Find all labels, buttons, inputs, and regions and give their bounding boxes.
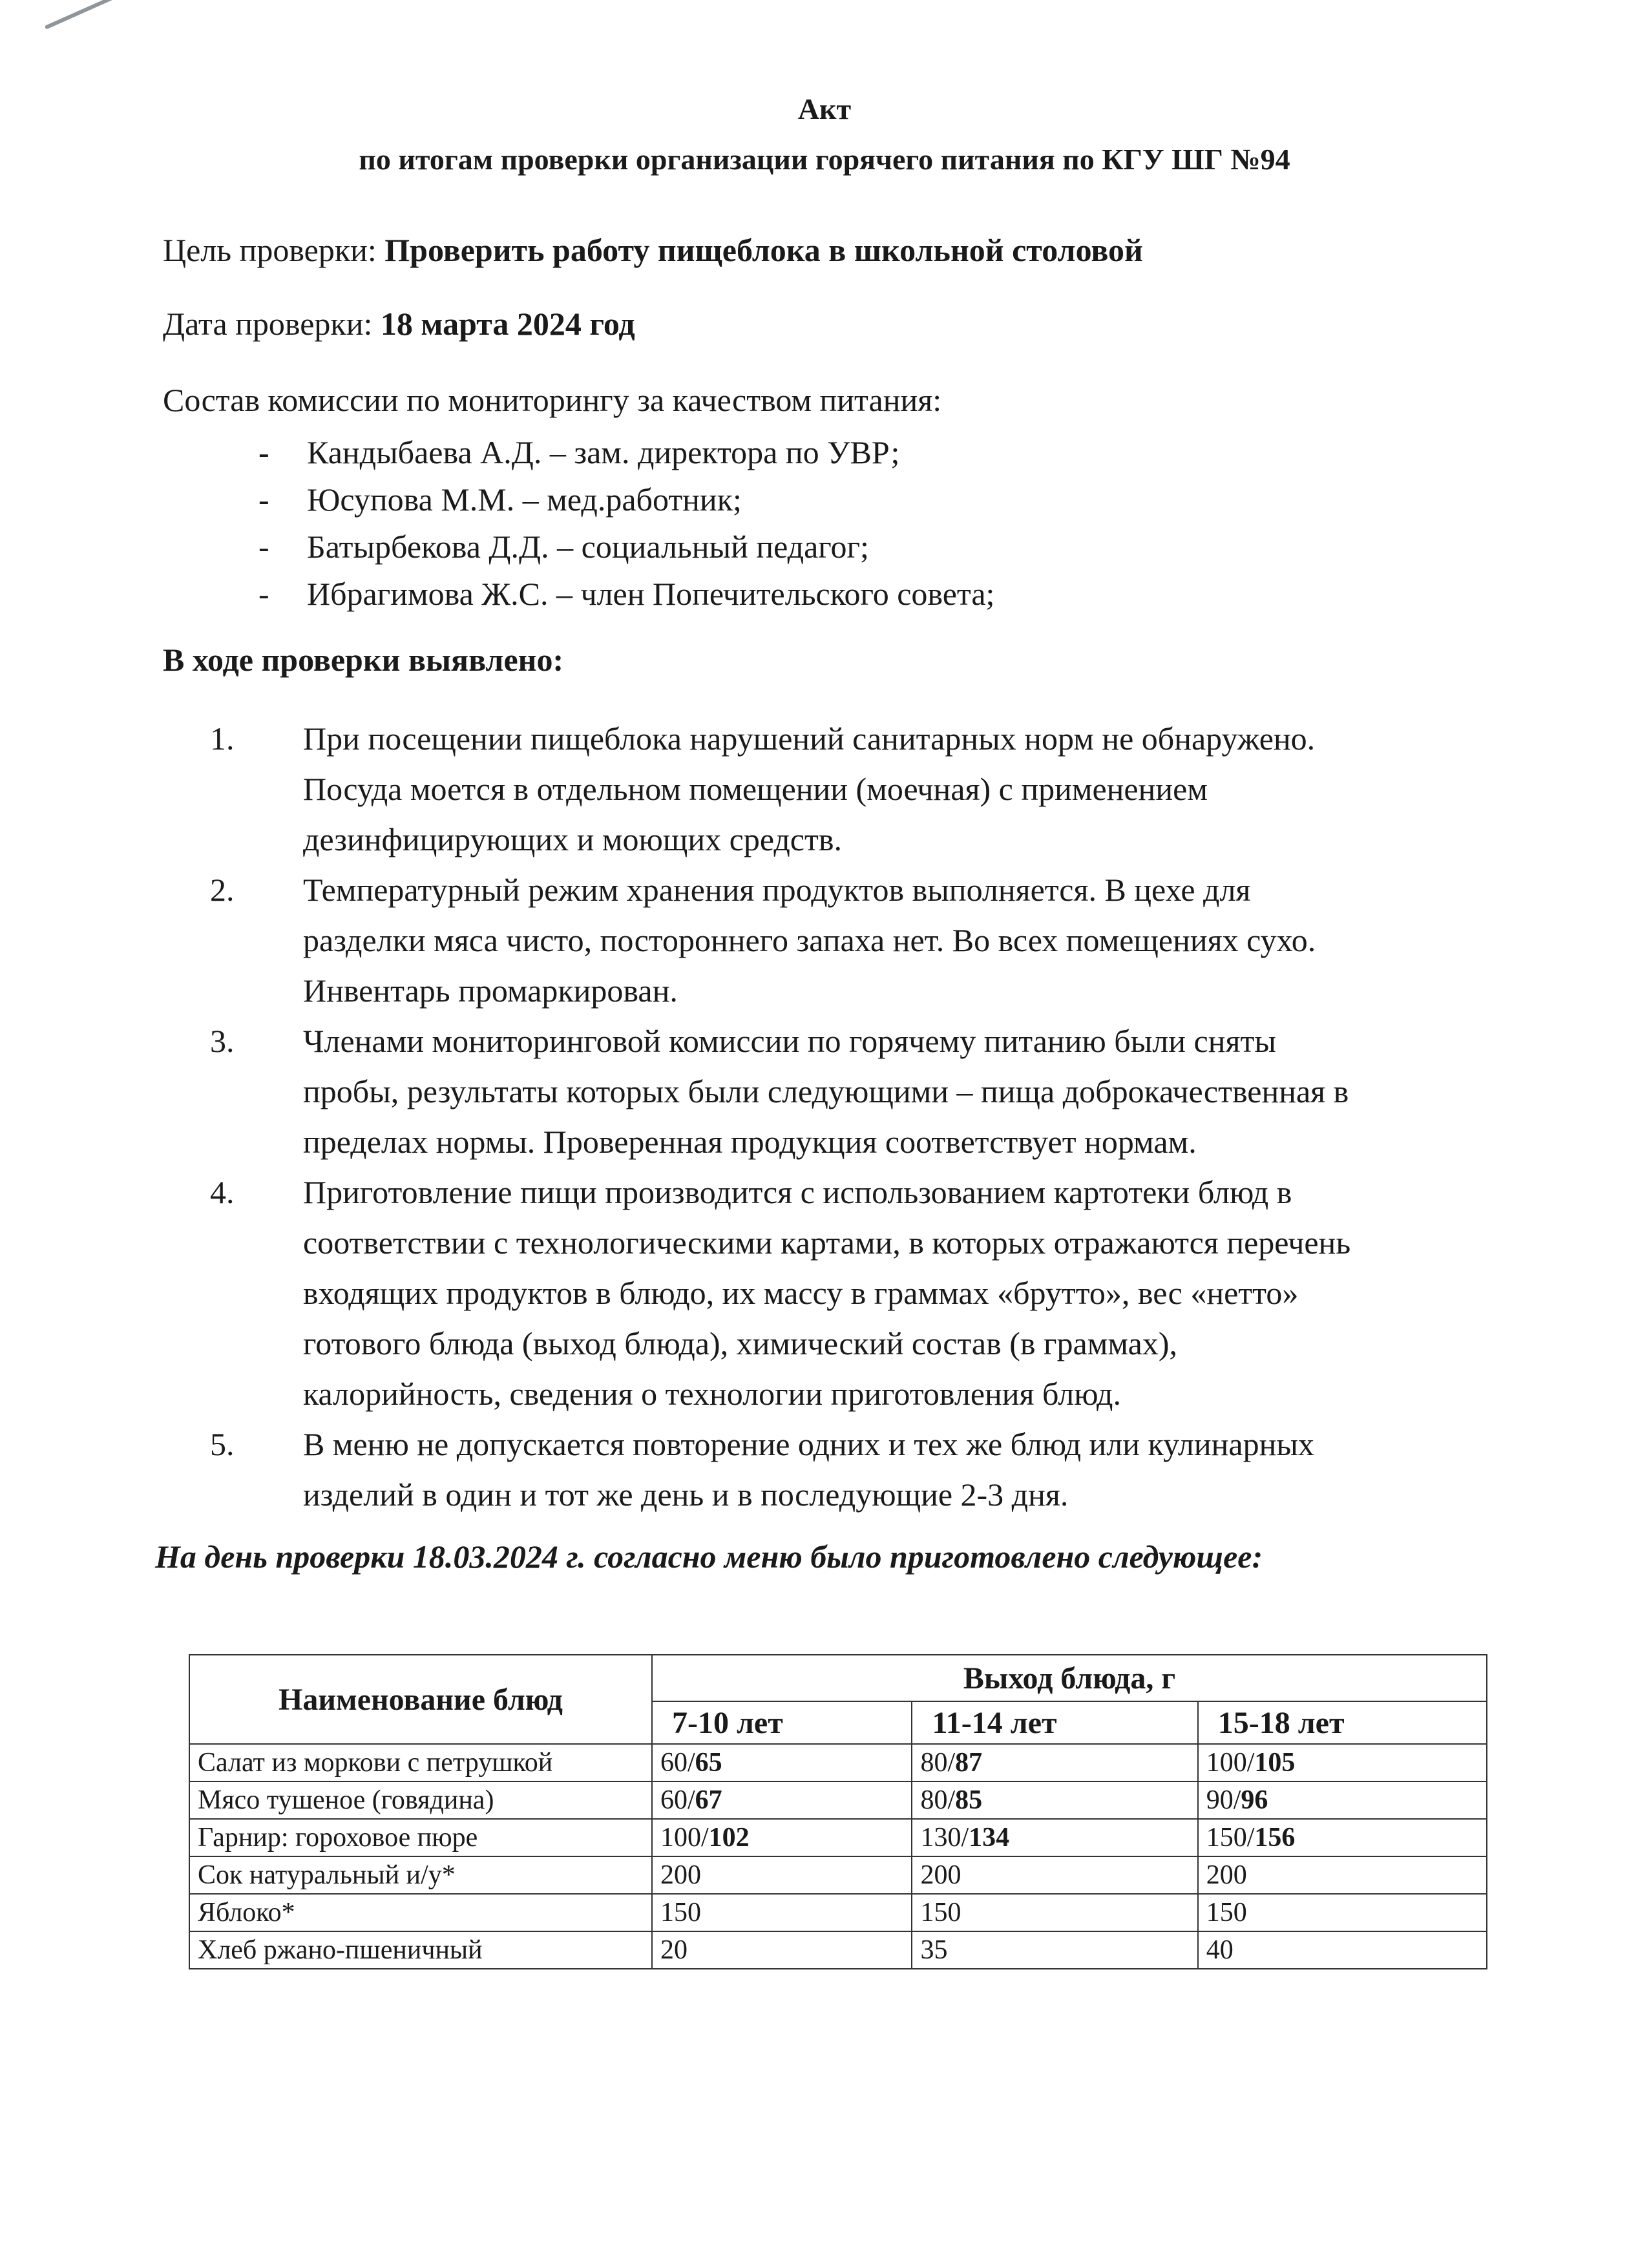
output-cell: 100/105 [1198, 1744, 1487, 1781]
date-value: 18 марта 2024 год [380, 306, 635, 342]
finding-item: 5. В меню не допускается повторение одних и тех же блюд или кулинарных изделий в один и тот же день и в последующие 2-3 дня. [210, 1426, 1314, 1513]
commission-member: - Кандыбаева А.Д. – зам. директора по УВР; [258, 434, 900, 470]
output-cell: 200 [652, 1856, 912, 1894]
output-cell: 150 [1198, 1894, 1487, 1931]
commission-member: - Юсупова М.М. – мед.работник; [258, 481, 742, 518]
output-cell: 60/67 [652, 1781, 912, 1819]
pen-mark [45, 0, 134, 30]
dish-name: Гарнир: гороховое пюре [189, 1819, 652, 1856]
dish-name: Хлеб ржано-пшеничный [189, 1931, 652, 1969]
header-age-7-10: 7-10 лет [652, 1701, 912, 1744]
findings-list [210, 713, 1649, 1520]
check-date [163, 305, 635, 342]
table-row [189, 1781, 1487, 1819]
commission-heading: Состав комиссии по мониторингу за качеством питания: [163, 382, 942, 418]
finding-item: 4. Приготовление пищи производится с использованием картотеки блюд в соответствии с технологическими картами, в которых отражаются перечень входящих продуктов в блюдо, их массу в граммах «брутто», вес «нетто» готового блюда (выход блюда), химический состав (в граммах), калорийность, сведения о технологии приготовления блюд. [210, 1174, 1351, 1412]
menu-rows [189, 1744, 1487, 1969]
table-row [189, 1744, 1487, 1781]
table-row [189, 1856, 1487, 1894]
output-cell: 60/65 [652, 1744, 912, 1781]
output-cell: 150 [912, 1894, 1197, 1931]
menu-table [189, 1654, 1487, 1969]
findings-heading: В ходе проверки выявлено: [163, 642, 564, 678]
output-cell: 200 [1198, 1856, 1487, 1894]
output-cell: 35 [912, 1931, 1197, 1969]
output-cell: 80/87 [912, 1744, 1197, 1781]
finding-item: 2. Температурный режим хранения продуктов выполняется. В цехе для разделки мяса чисто, постороннего запаха нет. Во всех помещениях сухо. Инвентарь промаркирован. [210, 872, 1316, 1009]
output-cell: 80/85 [912, 1781, 1197, 1819]
check-goal [163, 231, 1143, 269]
output-cell: 200 [912, 1856, 1197, 1894]
table-row [189, 1894, 1487, 1931]
menu-note: На день проверки 18.03.2024 г. согласно меню было приготовлено следующее: [155, 1538, 1263, 1575]
goal-value: Проверить работу пищеблока в школьной столовой [384, 232, 1143, 268]
dish-name: Яблоко* [189, 1894, 652, 1931]
header-dish-name: Наименование блюд [189, 1655, 652, 1744]
document-title: Акт [797, 92, 852, 125]
header-output: Выход блюда, г [652, 1655, 1487, 1701]
finding-item: 3. Членами мониторинговой комиссии по горячему питанию были сняты пробы, результаты которых были следующими – пища доброкачественная в пределах нормы. Проверенная продукция соответствует нормам. [210, 1023, 1349, 1160]
table-row [189, 1819, 1487, 1856]
output-cell: 40 [1198, 1931, 1487, 1969]
finding-item: 1. При посещении пищеблока нарушений санитарных норм не обнаружено. Посуда моется в отдельном помещении (моечная) с применением дезинфицирующих и моющих средств. [210, 720, 1316, 857]
document-subtitle: по итогам проверки организации горячего питания по КГУ ШГ №94 [359, 143, 1290, 176]
output-cell: 150/156 [1198, 1819, 1487, 1856]
commission-member: - Батырбекова Д.Д. – социальный педагог; [258, 529, 869, 565]
output-cell: 150 [652, 1894, 912, 1931]
goal-label: Цель проверки: [163, 232, 385, 268]
commission-list [258, 429, 994, 618]
dish-name: Сок натуральный и/у* [189, 1856, 652, 1894]
header-age-15-18: 15-18 лет [1198, 1701, 1487, 1744]
output-cell: 130/134 [912, 1819, 1197, 1856]
header-age-11-14: 11-14 лет [912, 1701, 1197, 1744]
date-label: Дата проверки: [163, 306, 381, 342]
commission-member: - Ибрагимова Ж.С. – член Попечительского совета; [258, 576, 995, 612]
dish-name: Мясо тушеное (говядина) [189, 1781, 652, 1819]
table-row [189, 1931, 1487, 1969]
output-cell: 100/102 [652, 1819, 912, 1856]
dish-name: Салат из моркови с петрушкой [189, 1744, 652, 1781]
output-cell: 20 [652, 1931, 912, 1969]
output-cell: 90/96 [1198, 1781, 1487, 1819]
